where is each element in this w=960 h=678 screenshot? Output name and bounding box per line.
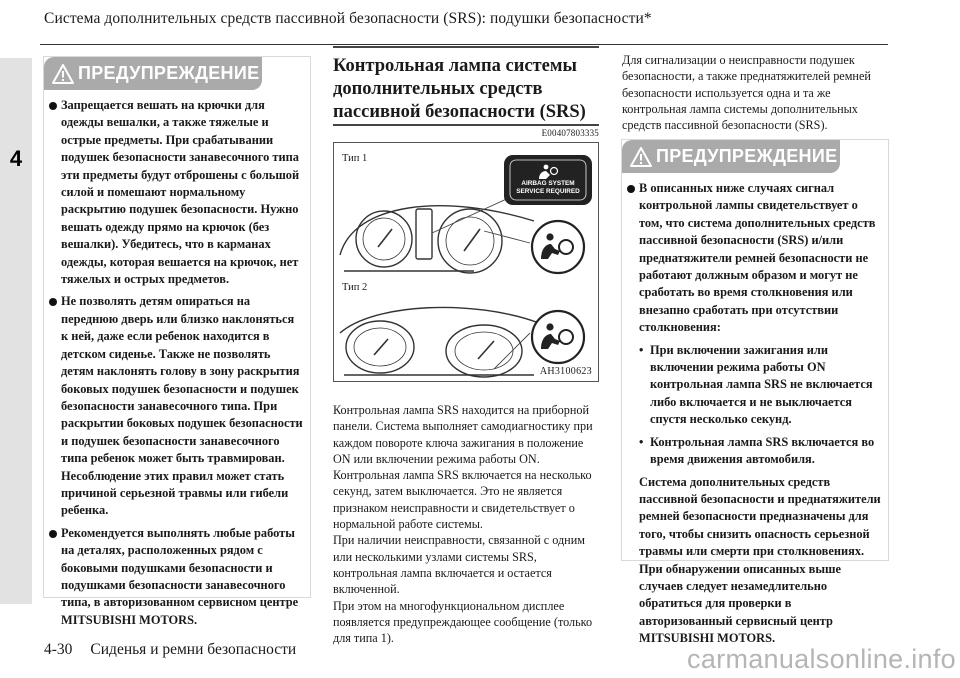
bullet-dot-icon <box>627 185 635 193</box>
body-paragraph: При этом на многофункциональном дисплее появляется предупреждающее сообщение (только для типа 1). <box>333 598 593 646</box>
chapter-number: 4 <box>9 146 23 171</box>
instrument-cluster-illustration <box>334 143 598 381</box>
body-paragraph: При наличии неисправности, связанной с одним или несколькими узлами системы SRS, контрольная лампа включается и остается включенной. <box>333 533 585 597</box>
section-rule-bottom <box>333 124 599 126</box>
srs-display-line2: SERVICE REQUIRED <box>516 188 580 195</box>
bullet-dot-icon <box>49 530 57 538</box>
warning-label: ПРЕДУПРЕЖДЕНИЕ <box>656 146 838 166</box>
warning-triangle-icon <box>52 64 74 84</box>
srs-display-line1: AIRBAG SYSTEM <box>521 180 575 187</box>
warning-body-left <box>44 97 310 634</box>
right-intro-text: Для сигнализации о неисправности подушек безопасности, а также преднатяжителей ремней безопасности используется одна и та же контрольная лампа системы дополнительных средств пассивной безопасности (SRS). <box>622 53 871 133</box>
header-rule <box>40 44 888 45</box>
body-paragraph: Контрольная лампа SRS находится на приборной панели. Система выполняет самодиагностику при каждом повороте ключа зажигания в положение ON или включении режима работы ON. Контрольная лампа SRS включается на несколько секунд, затем выключается. Это не является признаком неисправности и свидетельствует о нормальной работе системы. <box>333 403 593 532</box>
section-title: Контрольная лампа системы дополнительных средств пассивной безопасности (SRS) <box>333 56 586 122</box>
srs-lamp-figure <box>333 142 599 382</box>
type2-label: Тип 2 <box>342 282 368 293</box>
warning-header-left <box>44 57 262 90</box>
warning-closing: Система дополнительных средств пассивной безопасности и преднатяжители ремней безопасности предназначены для того, чтобы снизить опасность серьезной травмы или смерти при столкновениях. При обнаружении описанных выше случаев следует незамедлительно обратиться для проверки в авторизованный сервисный центр MITSUBISHI MOTORS. <box>639 474 881 646</box>
section-code: E00407803335 <box>541 128 599 138</box>
warning-header-right <box>622 140 840 173</box>
page-footer <box>44 641 296 659</box>
watermark: carmanualsonline.info <box>687 644 956 674</box>
chapter-tab <box>0 58 32 604</box>
warning-item: Не позволять детям опираться на переднюю дверь или близко наклоняться к ней, даже если ребенок находится в детском сиденье. Также не позволять детям наклонять голову в зону раскрытия боковых подушек безопасности и подушек безопасности занавесочного типа. При раскрытии боковых подушек безопасности и подушек безопасности занавесочного типа ребенок может быть травмирован. Несоблюдение этих правил может стать причиной серьезной травмы или гибели ребенка. <box>44 293 304 519</box>
page-header-title: Система дополнительных средств пассивной безопасности (SRS): подушки безопасности* <box>44 10 652 27</box>
warning-dash-item: • Контрольная лампа SRS включается во время движения автомобиля. <box>639 434 875 467</box>
section-body <box>333 402 601 646</box>
footer-section: Сиденья и ремни безопасности <box>90 641 297 658</box>
warning-item: Запрещается вешать на крючки для одежды вешалки, а также тяжелые и острые предметы. При срабатывании подушек безопасности занавесочного типа эти предметы будут отброшены с большой силой и помешают нормальному раскрытию подушек безопасности. Нужно вешать одежду прямо на крючок (без вешалки). Убедитесь, что в карманах одежды, которая вешается на крючок, нет тяжелых и острых предметов. <box>44 97 304 288</box>
warning-label: ПРЕДУПРЕЖДЕНИЕ <box>78 63 260 83</box>
warning-item: В описанных ниже случаях сигнал контрольной лампы свидетельствует о том, что система дополнительных средств пассивной безопасности (SRS) и/или преднатяжители ремней безопасности не работают должным образом и могут не сработать во время столкновения или внезапно сработать при отсутствии столкновения: <box>622 180 882 337</box>
warning-triangle-icon <box>630 147 652 167</box>
warning-box-left <box>43 56 311 627</box>
bullet-dot-icon <box>49 102 57 110</box>
section-rule-top <box>333 46 599 48</box>
warning-dash-item: • При включении зажигания или включении режима работы ON контрольная лампа SRS не включается либо включается и не выключается спустя несколько секунд. <box>639 342 873 427</box>
warning-box-right <box>621 139 889 646</box>
bullet-dot-icon <box>49 298 57 306</box>
figure-code: AH3100623 <box>539 366 592 377</box>
warning-item: Рекомендуется выполнять любые работы на деталях, расположенных рядом с боковыми подушками безопасности и подушками безопасности занавесочного типа, в авторизованном сервисном центре MITSUBISHI MOTORS. <box>44 525 304 629</box>
type1-label: Тип 1 <box>342 153 368 164</box>
warning-body-right <box>622 180 888 648</box>
page-number: 4-30 <box>44 641 73 658</box>
